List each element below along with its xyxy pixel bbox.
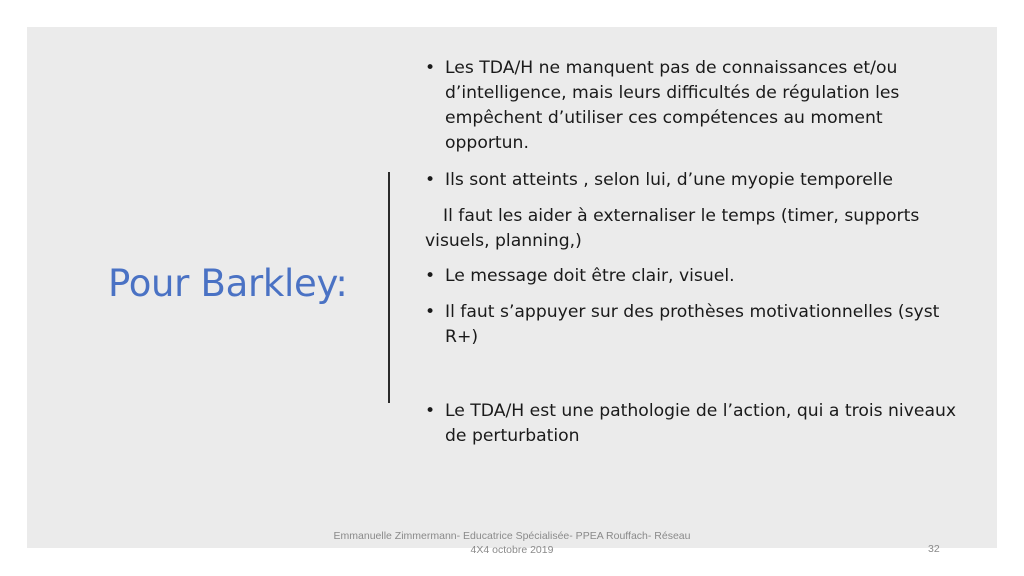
bullet-marker: • [425, 266, 436, 286]
footer-line-1: Emmanuelle Zimmermann- Educatrice Spécialisée- PPEA Rouffach- Réseau [333, 530, 691, 542]
slide-title: Pour Barkley: [108, 262, 348, 305]
paragraph-externalize-time [425, 204, 925, 254]
bullet-item-myopia [425, 168, 965, 193]
bullet-item-message [425, 264, 965, 289]
bullet-marker: • [425, 170, 436, 190]
vertical-divider [388, 172, 390, 403]
bullet-item-motivation [425, 300, 965, 350]
bullet-text: Ils sont atteints , selon lui, d’une myopie temporelle [445, 170, 893, 190]
bullet-item-action-pathology [425, 399, 965, 449]
bullet-text: Les TDA/H ne manquent pas de connaissances et/ou d’intelligence, mais leurs difficultés de régulation les empêchent d’utiliser ces compétences au moment opportun. [445, 58, 900, 153]
bullet-marker: • [425, 58, 436, 78]
page-number: 32 [928, 543, 940, 555]
paragraph-text: Il faut les aider à externaliser le temps (timer, supports visuels, planning,) [425, 206, 920, 251]
slide-footer [302, 529, 722, 557]
bullet-text: Il faut s’appuyer sur des prothèses motivationnelles (syst R+) [445, 302, 940, 347]
bullet-item-knowledge [425, 56, 965, 156]
bullet-text: Le message doit être clair, visuel. [445, 266, 735, 286]
bullet-marker: • [425, 302, 436, 322]
bullet-text: Le TDA/H est une pathologie de l’action, qui a trois niveaux de perturbation [445, 401, 957, 446]
bullet-marker: • [425, 401, 436, 421]
footer-line-2: 4X4 octobre 2019 [470, 544, 554, 556]
